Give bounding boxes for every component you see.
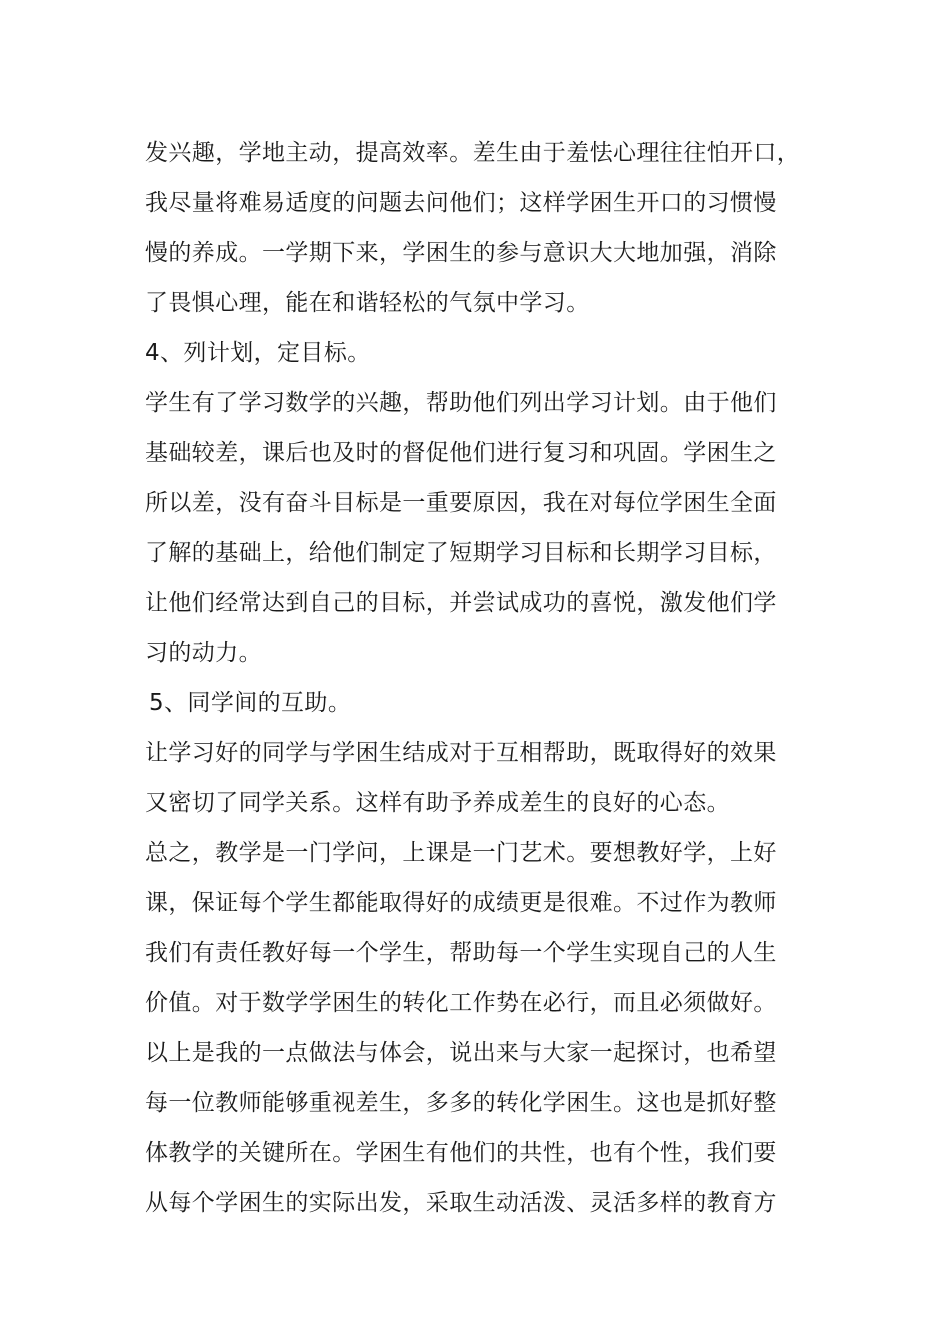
paragraph-line: 发兴趣，学地主动，提高效率。差生由于羞怯心理往往怕开口，: [145, 140, 801, 166]
paragraph-line: 学生有了学习数学的兴趣，帮助他们列出学习计划。由于他们: [145, 390, 777, 416]
paragraph-line: 了解的基础上，给他们制定了短期学习目标和长期学习目标，: [145, 540, 777, 566]
paragraph-line: 从每个学困生的实际出发，采取生动活泼、灵活多样的教育方: [145, 1190, 777, 1216]
paragraph-line: 我尽量将难易适度的问题去问他们；这样学困生开口的习惯慢: [145, 190, 777, 216]
paragraph-line: 让学习好的同学与学困生结成对于互相帮助，既取得好的效果: [145, 740, 777, 766]
paragraph-line: 习的动力。: [145, 640, 262, 666]
paragraph-line: 让他们经常达到自己的目标，并尝试成功的喜悦，激发他们学: [145, 590, 777, 616]
paragraph-line: 又密切了同学关系。这样有助予养成差生的良好的心态。: [145, 790, 730, 816]
paragraph-line: 了畏惧心理，能在和谐轻松的气氛中学习。: [145, 290, 590, 316]
paragraph-line: 我们有责任教好每一个学生，帮助每一个学生实现自己的人生: [145, 940, 777, 966]
paragraph-line: 以上是我的一点做法与体会，说出来与大家一起探讨，也希望: [145, 1040, 777, 1066]
paragraph-line: 每一位教师能够重视差生，多多的转化学困生。这也是抓好整: [145, 1090, 777, 1116]
paragraph-line: 课，保证每个学生都能取得好的成绩更是很难。不过作为教师: [145, 890, 777, 916]
section-heading: 4、列计划，定目标。: [145, 340, 371, 366]
paragraph-line: 基础较差，课后也及时的督促他们进行复习和巩固。学困生之: [145, 440, 777, 466]
paragraph-line: 慢的养成。一学期下来，学困生的参与意识大大地加强，消除: [145, 240, 777, 266]
paragraph-line: 总之，教学是一门学问，上课是一门艺术。要想教好学，上好: [145, 840, 777, 866]
paragraph-line: 价值。对于数学学困生的转化工作势在必行，而且必须做好。: [145, 990, 777, 1016]
section-heading: 5、同学间的互助。: [149, 690, 352, 716]
paragraph-line: 所以差，没有奋斗目标是一重要原因，我在对每位学困生全面: [145, 490, 777, 516]
document-body: [145, 128, 845, 1228]
paragraph-line: 体教学的关键所在。学困生有他们的共性，也有个性，我们要: [145, 1140, 777, 1166]
